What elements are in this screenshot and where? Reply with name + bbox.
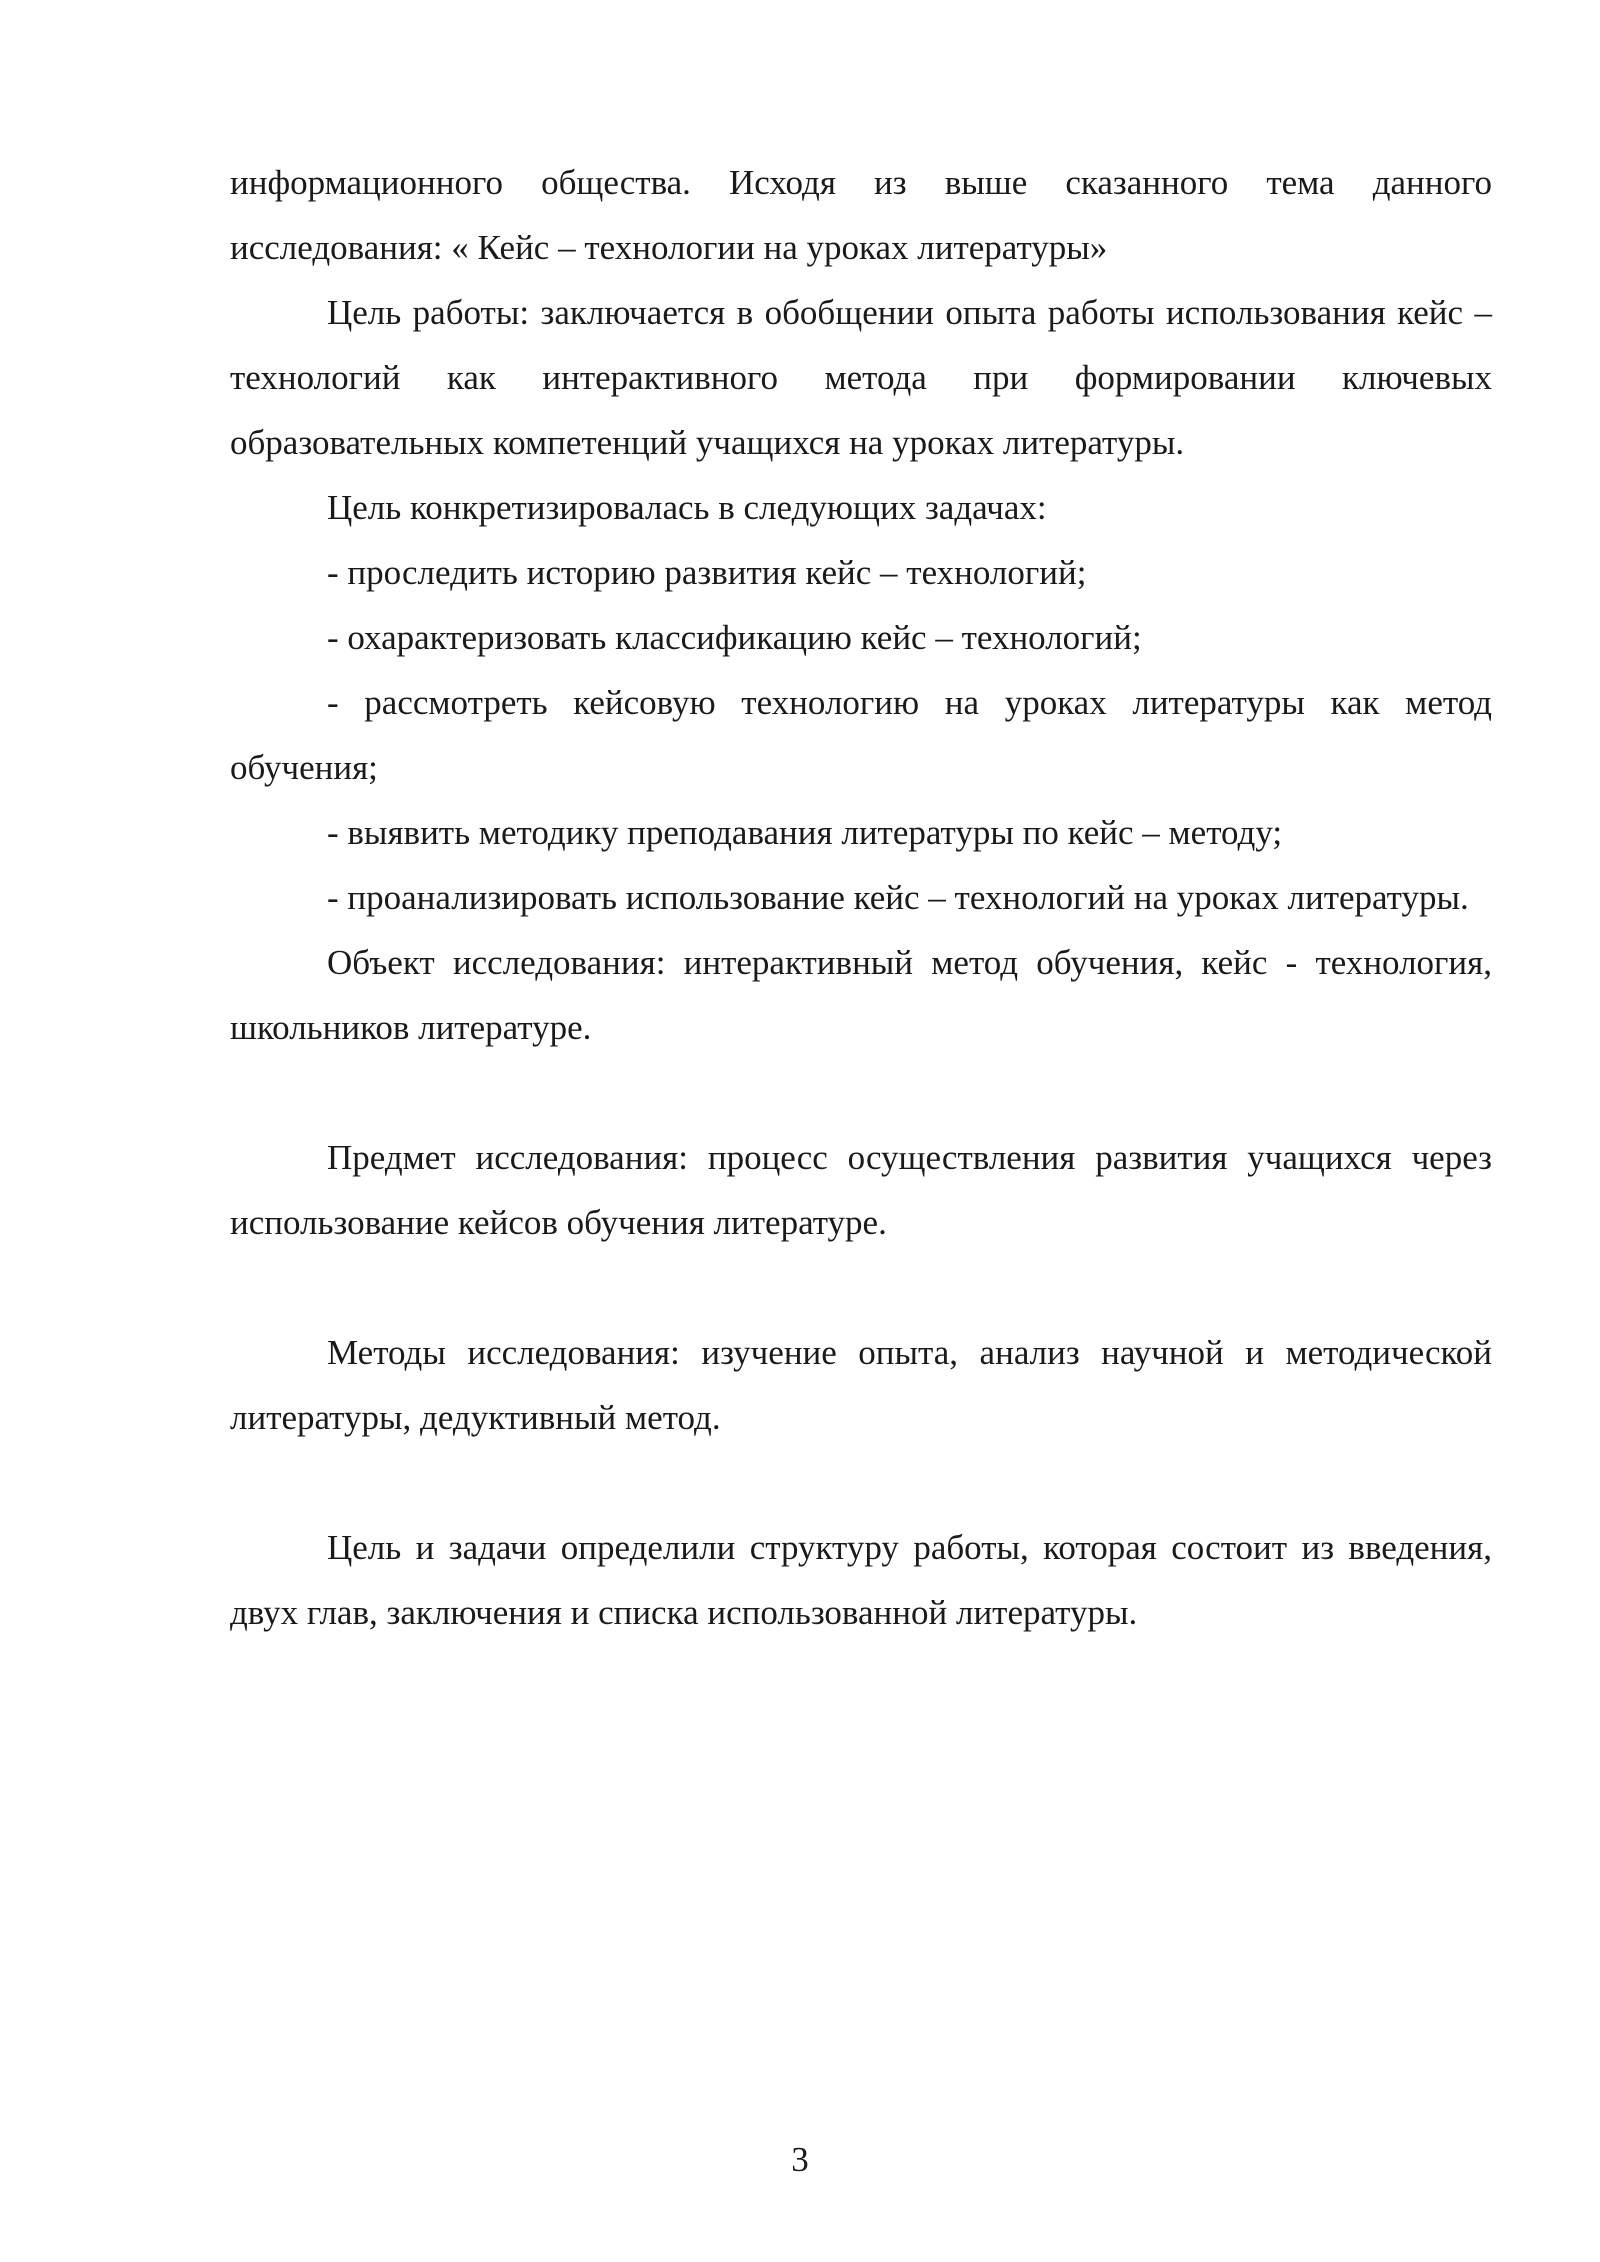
list-item-task: - охарактеризовать классификацию кейс – технологий; [327,618,1142,657]
list-item-task: - проследить историю развития кейс – технологий; [327,553,1087,592]
list-item-task: - рассмотреть кейсовую технологию на уроках литературы как метод обучения; [230,683,1492,787]
paragraph-research-methods: Методы исследования: изучение опыта, анализ научной и методической литературы, дедуктивный метод. [230,1333,1492,1437]
paragraph-intro-continuation: информационного общества. Исходя из выше сказанного тема данного исследования: « Кейс – технологии на уроках литературы» [230,163,1492,267]
document-body [230,150,1492,1645]
paragraph-research-object: Объект исследования: интерактивный метод обучения, кейс - технология, школьников литературе. [230,943,1492,1047]
list-item-task: - выявить методику преподавания литературы по кейс – методу; [327,813,1283,852]
list-item-task: - проанализировать использование кейс – технологий на уроках литературы. [327,878,1469,917]
paragraph-goal: Цель работы: заключается в обобщении опыта работы использования кейс – технологий как интерактивного метода при формировании ключевых образовательных компетенций учащихся на уроках литературы. [230,293,1492,462]
paragraph-work-structure: Цель и задачи определили структуру работы, которая состоит из введения, двух глав, заключения и списка использованной литературы. [230,1528,1492,1632]
paragraph-research-subject: Предмет исследования: процесс осуществления развития учащихся через использование кейсов обучения литературе. [230,1138,1492,1242]
page-number: 3 [791,2140,809,2179]
paragraph-tasks-intro: Цель конкретизировалась в следующих задачах: [327,488,1047,527]
